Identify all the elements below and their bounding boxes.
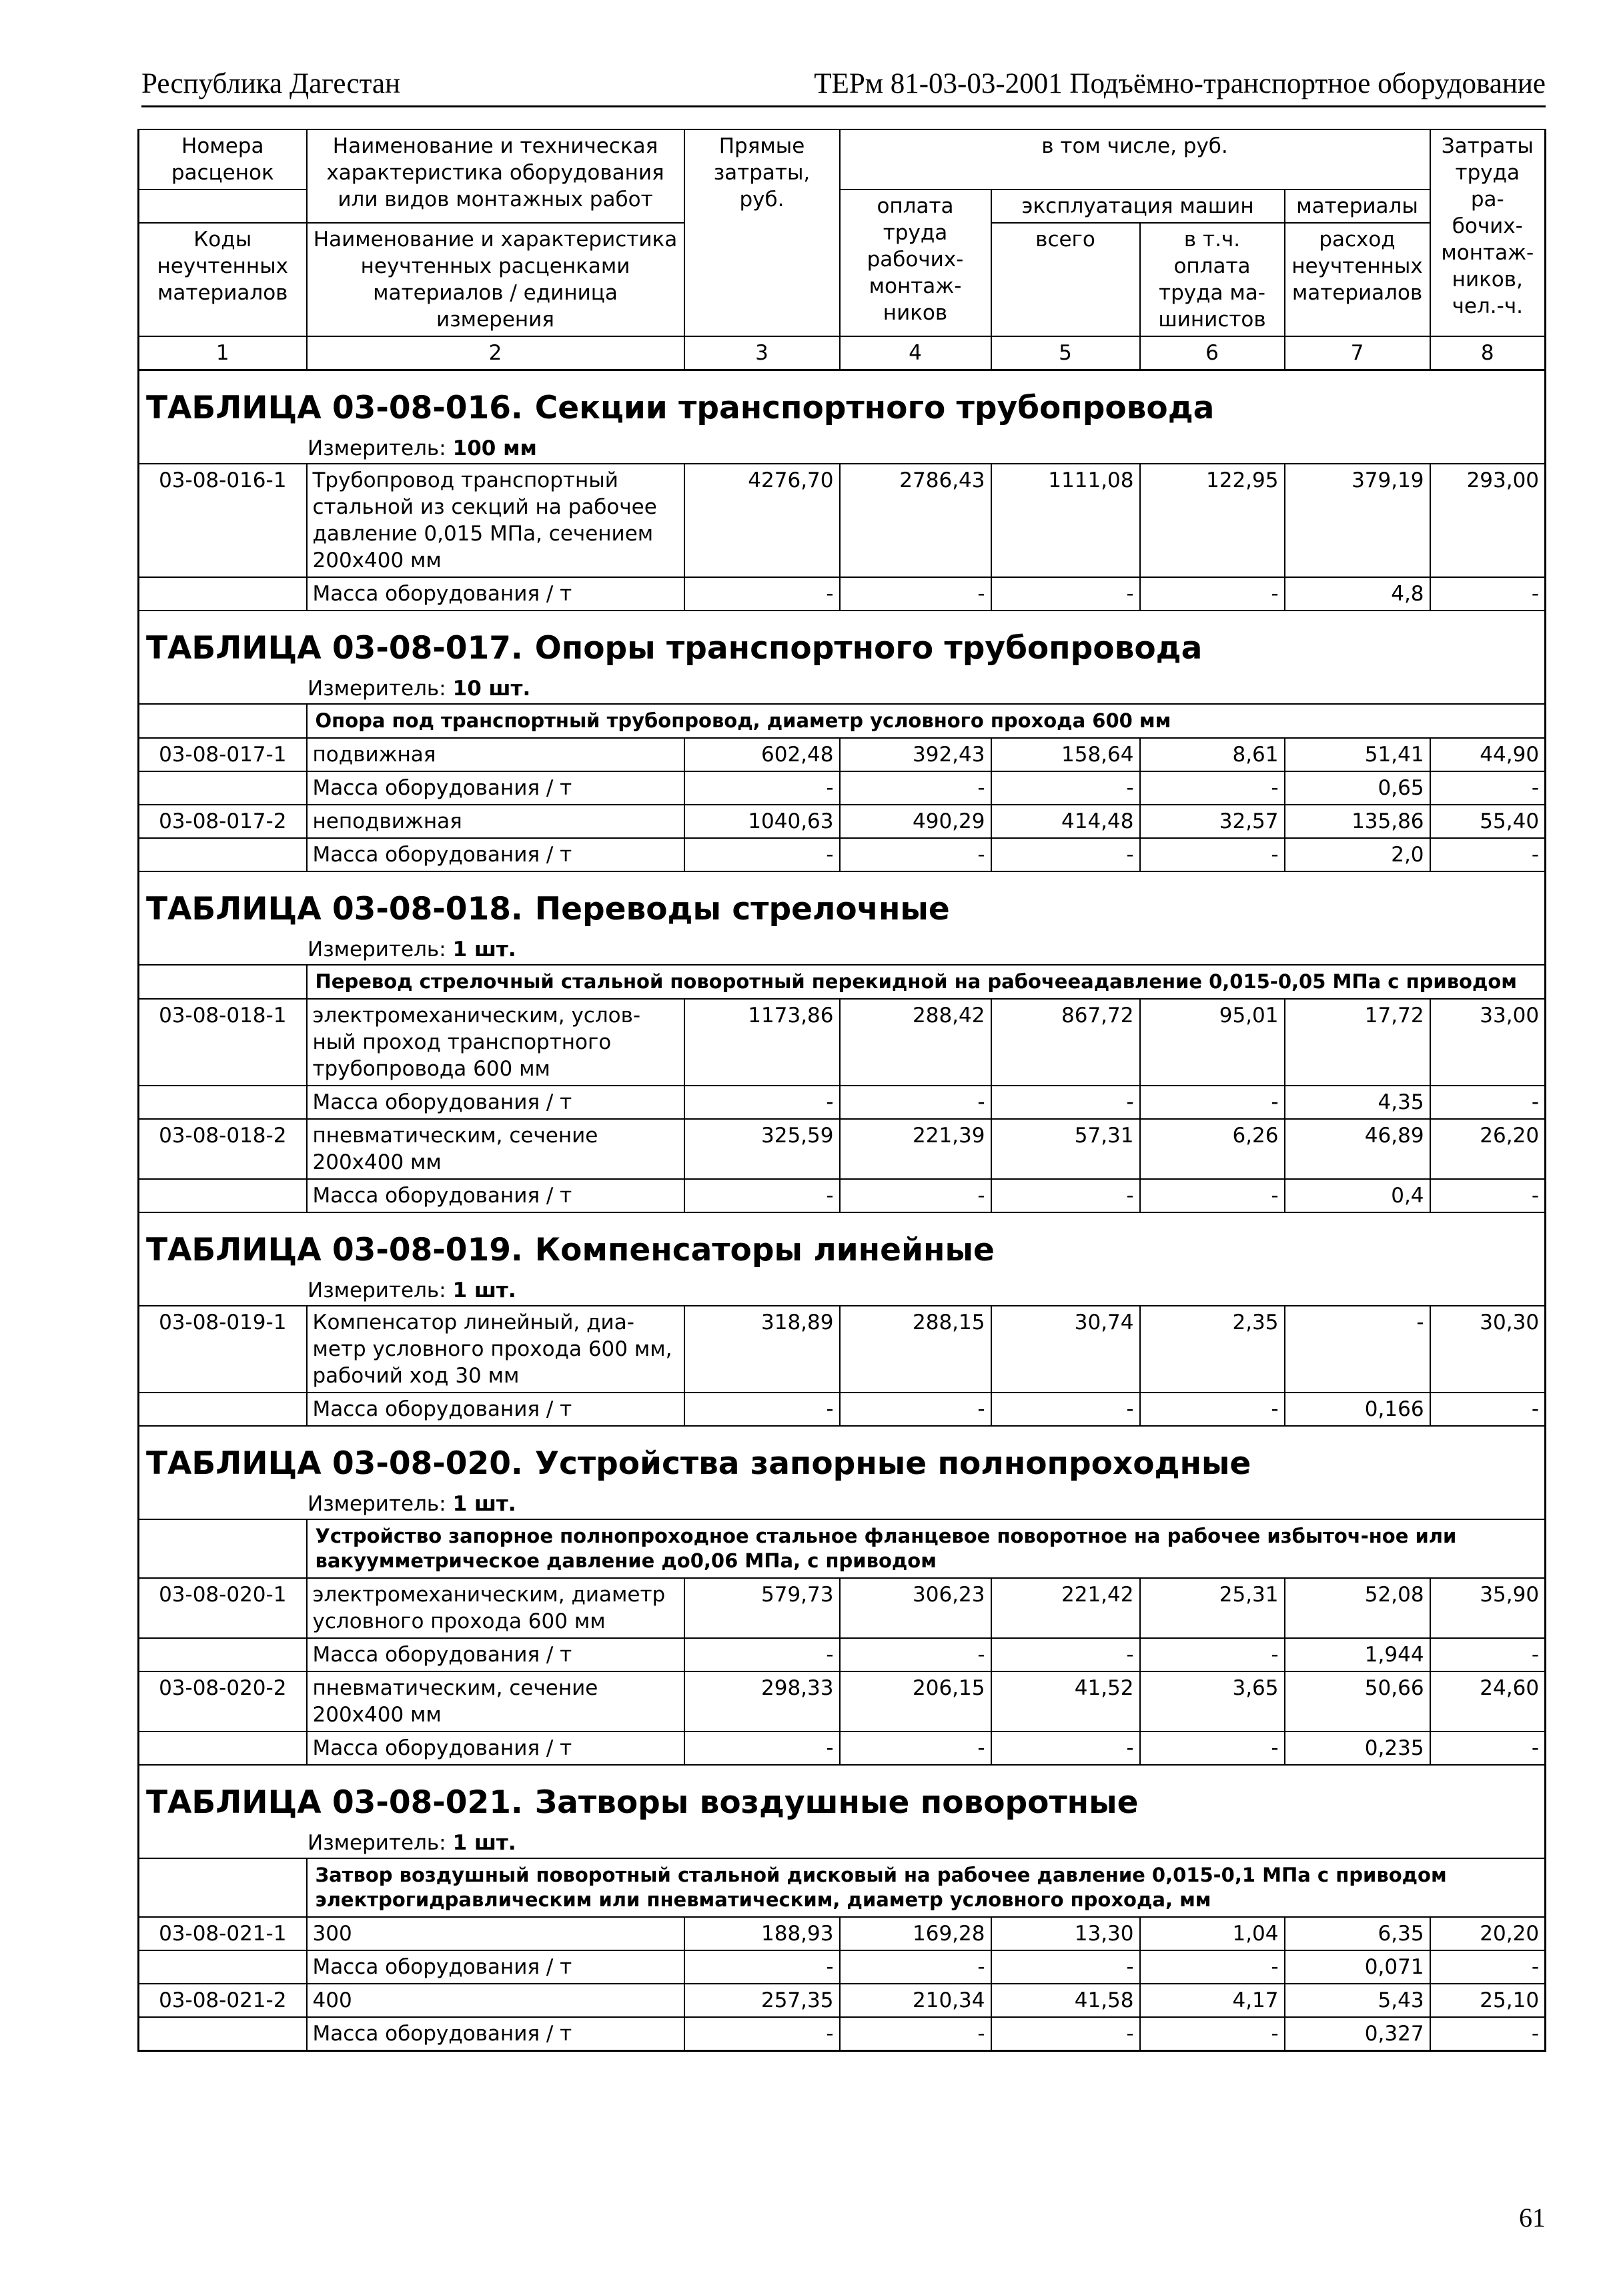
- mass-code-cell: [139, 577, 307, 611]
- table-title-cell: [139, 1212, 1546, 1276]
- rate-code: 03-08-019-1: [139, 1306, 307, 1393]
- meter-cell: [139, 434, 1546, 464]
- table-row: [139, 1119, 1546, 1179]
- mass-name: Масса оборудования / т: [307, 1732, 684, 1765]
- mass-c5: -: [991, 1086, 1140, 1119]
- column-number: 6: [1140, 336, 1285, 370]
- mass-c3: -: [684, 1086, 840, 1119]
- table-title-cell: [139, 611, 1546, 674]
- mass-name: Масса оборудования / т: [307, 1179, 684, 1212]
- value-c4: 490,29: [840, 805, 991, 838]
- mass-c3: -: [684, 771, 840, 805]
- value-c4: 288,42: [840, 999, 991, 1086]
- rates-table: [137, 129, 1546, 2052]
- rate-code: 03-08-018-2: [139, 1119, 307, 1179]
- group-heading-text: Опора под транспортный трубопровод, диаметр условного прохода 600 мм: [315, 709, 1171, 732]
- mass-c8: -: [1430, 1732, 1546, 1765]
- mass-c6: -: [1140, 838, 1285, 871]
- mass-code-cell: [139, 1950, 307, 1984]
- rate-code: 03-08-021-1: [139, 1917, 307, 1950]
- value-c5: 41,58: [991, 1984, 1140, 2017]
- mass-c8: -: [1430, 1950, 1546, 1984]
- mass-code-cell: [139, 1638, 307, 1671]
- mass-row: [139, 1393, 1546, 1426]
- mass-c8: -: [1430, 1179, 1546, 1212]
- table-title: [139, 1427, 1544, 1489]
- mass-name: Масса оборудования / т: [307, 2017, 684, 2051]
- mass-c8: -: [1430, 838, 1546, 871]
- value-c7: 51,41: [1285, 738, 1430, 771]
- rate-code: 03-08-020-2: [139, 1671, 307, 1732]
- meter-label: Измеритель:: [308, 1278, 446, 1302]
- mass-code-cell: [139, 1179, 307, 1212]
- value-c3: 4276,70: [684, 464, 840, 577]
- mass-row: [139, 771, 1546, 805]
- value-c3: 1173,86: [684, 999, 840, 1086]
- document-code: ТЕРм 81-03-03-2001 Подъёмно-транспортное оборудование: [814, 68, 1546, 99]
- value-c7: 50,66: [1285, 1671, 1430, 1732]
- table-label: ТАБЛИЦА 03-08-021.: [146, 1784, 523, 1821]
- value-c3: 579,73: [684, 1578, 840, 1638]
- value-c6: 3,65: [1140, 1671, 1285, 1732]
- value-c5: 158,64: [991, 738, 1140, 771]
- rate-code: 03-08-021-2: [139, 1984, 307, 2017]
- table-label: ТАБЛИЦА 03-08-018.: [146, 891, 523, 927]
- value-c8: 35,90: [1430, 1578, 1546, 1638]
- mass-name: Масса оборудования / т: [307, 577, 684, 611]
- mass-c6: -: [1140, 1086, 1285, 1119]
- table-title: [139, 1213, 1544, 1276]
- group-heading: [307, 1519, 1546, 1578]
- column-number: 3: [684, 336, 840, 370]
- mass-row: [139, 1179, 1546, 1212]
- value-c6: 25,31: [1140, 1578, 1285, 1638]
- mass-c5: -: [991, 577, 1140, 611]
- table-title: [139, 371, 1544, 434]
- value-c6: 2,35: [1140, 1306, 1285, 1393]
- value-c8: 33,00: [1430, 999, 1546, 1086]
- mass-row: [139, 1732, 1546, 1765]
- meter-value: 100 мм: [452, 436, 537, 460]
- col-direct-costs: Прямые затраты, руб.: [684, 129, 840, 336]
- mass-code-cell: [139, 1732, 307, 1765]
- column-number: 2: [307, 336, 684, 370]
- table-row: [139, 1578, 1546, 1638]
- mass-code-cell: [139, 2017, 307, 2051]
- group-heading-text: Затвор воздушный поворотный стальной дисковый на рабочее давление 0,015-0,1 МПа с приводом электрогидравлическим или пневматическим, диаметр условного прохода, мм: [315, 1864, 1447, 1911]
- mass-name: Масса оборудования / т: [307, 1950, 684, 1984]
- rate-code: 03-08-020-1: [139, 1578, 307, 1638]
- column-number: 1: [139, 336, 307, 370]
- mass-c3: -: [684, 2017, 840, 2051]
- col-labor-hours: Затраты труда ра-бочих-монтаж-ников, чел.-ч.: [1430, 129, 1546, 336]
- col-machines: эксплуатация машин: [991, 189, 1285, 223]
- value-c7: 46,89: [1285, 1119, 1430, 1179]
- mass-row: [139, 1086, 1546, 1119]
- value-c8: 24,60: [1430, 1671, 1546, 1732]
- value-c5: 41,52: [991, 1671, 1140, 1732]
- column-numbers-row: [139, 336, 1546, 370]
- meter-label: Измеритель:: [308, 1831, 446, 1855]
- rate-name: пневматическим, сечение 200х400 мм: [307, 1119, 684, 1179]
- value-c3: 188,93: [684, 1917, 840, 1950]
- meter-cell: [139, 935, 1546, 965]
- table-title-cell: [139, 1426, 1546, 1489]
- mass-c7: 0,65: [1285, 771, 1430, 805]
- column-number: 8: [1430, 336, 1546, 370]
- mass-c5: -: [991, 1393, 1140, 1426]
- table-name: Компенсаторы линейные: [534, 1232, 995, 1268]
- value-c4: 392,43: [840, 738, 991, 771]
- table-row: [139, 1984, 1546, 2017]
- mass-c8: -: [1430, 1086, 1546, 1119]
- value-c7: 17,72: [1285, 999, 1430, 1086]
- meter-value: 1 шт.: [452, 1492, 516, 1516]
- meter-cell: [139, 674, 1546, 704]
- rate-name: Трубопровод транспортный стальной из секций на рабочее давление 0,015 МПа, сечением 200х400 мм: [307, 464, 684, 577]
- table-name: Опоры транспортного трубопровода: [534, 630, 1203, 667]
- mass-c6: -: [1140, 1179, 1285, 1212]
- mass-row: [139, 1638, 1546, 1671]
- mass-c6: -: [1140, 577, 1285, 611]
- table-label: ТАБЛИЦА 03-08-020.: [146, 1445, 523, 1482]
- mass-c7: 1,944: [1285, 1638, 1430, 1671]
- mass-c8: -: [1430, 1393, 1546, 1426]
- mass-c3: -: [684, 1638, 840, 1671]
- table-row: [139, 1306, 1546, 1393]
- value-c4: 288,15: [840, 1306, 991, 1393]
- value-c5: 414,48: [991, 805, 1140, 838]
- mass-c5: -: [991, 1732, 1140, 1765]
- value-c3: 257,35: [684, 1984, 840, 2017]
- value-c4: 221,39: [840, 1119, 991, 1179]
- value-c3: 325,59: [684, 1119, 840, 1179]
- value-c8: 20,20: [1430, 1917, 1546, 1950]
- column-number: 4: [840, 336, 991, 370]
- mass-row: [139, 577, 1546, 611]
- table-row: [139, 738, 1546, 771]
- rate-name: неподвижная: [307, 805, 684, 838]
- column-number: 7: [1285, 336, 1430, 370]
- mass-name: Масса оборудования / т: [307, 838, 684, 871]
- table-title-cell: [139, 1765, 1546, 1828]
- col-including: в том числе, руб.: [840, 129, 1430, 189]
- mass-c6: -: [1140, 2017, 1285, 2051]
- mass-c5: -: [991, 2017, 1140, 2051]
- column-number: 5: [991, 336, 1140, 370]
- rate-name: подвижная: [307, 738, 684, 771]
- mass-c4: -: [840, 1393, 991, 1426]
- rate-code: 03-08-016-1: [139, 464, 307, 577]
- mass-c3: -: [684, 1950, 840, 1984]
- mass-c7: 0,166: [1285, 1393, 1430, 1426]
- mass-c8: -: [1430, 1638, 1546, 1671]
- value-c8: 25,10: [1430, 1984, 1546, 2017]
- value-c6: 1,04: [1140, 1917, 1285, 1950]
- col-name-missing: Наименование и характеристика неучтенных расценками материалов / единица измерения: [307, 223, 684, 336]
- mass-name: Масса оборудования / т: [307, 1086, 684, 1119]
- mass-c5: -: [991, 771, 1140, 805]
- rate-name: электромеханическим, диаметр условного прохода 600 мм: [307, 1578, 684, 1638]
- mass-c8: -: [1430, 771, 1546, 805]
- value-c7: 135,86: [1285, 805, 1430, 838]
- value-c3: 318,89: [684, 1306, 840, 1393]
- value-c7: 6,35: [1285, 1917, 1430, 1950]
- mass-c4: -: [840, 1950, 991, 1984]
- table-name: Секции транспортного трубопровода: [534, 390, 1215, 426]
- mass-c6: -: [1140, 771, 1285, 805]
- group-heading-text: Перевод стрелочный стальной поворотный перекидной на рабочееадавление 0,015-0,05 МПа с приводом: [315, 970, 1518, 993]
- rate-name: 400: [307, 1984, 684, 2017]
- col-machines-total: всего: [991, 223, 1140, 336]
- value-c6: 6,26: [1140, 1119, 1285, 1179]
- mass-c7: 0,4: [1285, 1179, 1430, 1212]
- group-heading: [307, 1858, 1546, 1917]
- group-heading: [307, 704, 1546, 738]
- mass-c3: -: [684, 1732, 840, 1765]
- group-code-cell: [139, 1519, 307, 1578]
- meter-label: Измеритель:: [308, 937, 446, 962]
- table-title: [139, 1766, 1544, 1828]
- rate-name: электромеханическим, услов-ный проход транспортного трубопровода 600 мм: [307, 999, 684, 1086]
- mass-name: Масса оборудования / т: [307, 771, 684, 805]
- table-label: ТАБЛИЦА 03-08-019.: [146, 1232, 523, 1268]
- value-c4: 306,23: [840, 1578, 991, 1638]
- table-title: [139, 872, 1544, 935]
- rate-name: Компенсатор линейный, диа-метр условного прохода 600 мм, рабочий ход 30 мм: [307, 1306, 684, 1393]
- meter-label: Измеритель:: [308, 677, 446, 701]
- value-c6: 122,95: [1140, 464, 1285, 577]
- mass-c7: 0,327: [1285, 2017, 1430, 2051]
- value-c8: 26,20: [1430, 1119, 1546, 1179]
- table-name: Переводы стрелочные: [534, 891, 950, 927]
- value-c5: 867,72: [991, 999, 1140, 1086]
- col-machines-labor: в т.ч. оплата труда ма-шинистов: [1140, 223, 1285, 336]
- mass-c3: -: [684, 1179, 840, 1212]
- group-code-cell: [139, 965, 307, 999]
- value-c5: 1111,08: [991, 464, 1140, 577]
- value-c8: 293,00: [1430, 464, 1546, 577]
- value-c5: 30,74: [991, 1306, 1140, 1393]
- meter-value: 10 шт.: [452, 677, 531, 701]
- col-materials: материалы: [1285, 189, 1430, 223]
- table-name: Устройства запорные полнопроходные: [534, 1445, 1251, 1482]
- value-c8: 44,90: [1430, 738, 1546, 771]
- group-heading-text: Устройство запорное полнопроходное стальное фланцевое поворотное на рабочее избыточ-ное или вакуумметрическое давление до0,06 МПа, с приводом: [315, 1525, 1457, 1572]
- value-c4: 206,15: [840, 1671, 991, 1732]
- table-row: [139, 999, 1546, 1086]
- mass-c6: -: [1140, 1393, 1285, 1426]
- page-number: 61: [1519, 2203, 1546, 2233]
- mass-c4: -: [840, 771, 991, 805]
- group-heading: [307, 965, 1546, 999]
- mass-code-cell: [139, 1393, 307, 1426]
- table-row: [139, 805, 1546, 838]
- value-c5: 221,42: [991, 1578, 1140, 1638]
- group-code-cell: [139, 1858, 307, 1917]
- value-c7: -: [1285, 1306, 1430, 1393]
- table-row: [139, 1917, 1546, 1950]
- rate-name: пневматическим, сечение 200х400 мм: [307, 1671, 684, 1732]
- table-name: Затворы воздушные поворотные: [534, 1784, 1139, 1821]
- rate-code: 03-08-017-1: [139, 738, 307, 771]
- value-c6: 8,61: [1140, 738, 1285, 771]
- meter-cell: [139, 1276, 1546, 1306]
- meter-label: Измеритель:: [308, 1492, 446, 1516]
- meter-label: Измеритель:: [308, 436, 446, 460]
- col-rate-numbers: Номера расценок: [139, 129, 307, 189]
- table-row: [139, 464, 1546, 577]
- table-label: ТАБЛИЦА 03-08-016.: [146, 390, 523, 426]
- value-c7: 379,19: [1285, 464, 1430, 577]
- mass-c5: -: [991, 838, 1140, 871]
- mass-row: [139, 1950, 1546, 1984]
- col-name-main: Наименование и техническая характеристика оборудования или видов монтажных работ: [307, 129, 684, 223]
- rates-body: [139, 370, 1546, 2051]
- mass-c5: -: [991, 1179, 1140, 1212]
- mass-name: Масса оборудования / т: [307, 1393, 684, 1426]
- table-title-cell: [139, 370, 1546, 434]
- value-c8: 30,30: [1430, 1306, 1546, 1393]
- rate-name: 300: [307, 1917, 684, 1950]
- col-materials-missing: расход неучтенных материалов: [1285, 223, 1430, 336]
- rate-code: 03-08-018-1: [139, 999, 307, 1086]
- region-name: Республика Дагестан: [141, 68, 401, 99]
- mass-c4: -: [840, 2017, 991, 2051]
- value-c8: 55,40: [1430, 805, 1546, 838]
- mass-c8: -: [1430, 2017, 1546, 2051]
- value-c6: 4,17: [1140, 1984, 1285, 2017]
- value-c3: 602,48: [684, 738, 840, 771]
- value-c5: 13,30: [991, 1917, 1140, 1950]
- mass-row: [139, 838, 1546, 871]
- mass-c7: 2,0: [1285, 838, 1430, 871]
- mass-c7: 4,8: [1285, 577, 1430, 611]
- mass-c4: -: [840, 1179, 991, 1212]
- mass-c6: -: [1140, 1638, 1285, 1671]
- value-c3: 298,33: [684, 1671, 840, 1732]
- meter-value: 1 шт.: [452, 1278, 516, 1302]
- mass-c6: -: [1140, 1732, 1285, 1765]
- mass-c7: 4,35: [1285, 1086, 1430, 1119]
- group-code-cell: [139, 704, 307, 738]
- mass-c3: -: [684, 1393, 840, 1426]
- mass-c4: -: [840, 577, 991, 611]
- value-c4: 169,28: [840, 1917, 991, 1950]
- col-labor-pay: оплата труда рабочих-монтаж-ников: [840, 189, 991, 336]
- mass-c7: 0,235: [1285, 1732, 1430, 1765]
- value-c5: 57,31: [991, 1119, 1140, 1179]
- mass-c4: -: [840, 838, 991, 871]
- running-header: [141, 64, 1546, 107]
- meter-value: 1 шт.: [452, 937, 516, 962]
- value-c4: 210,34: [840, 1984, 991, 2017]
- mass-c5: -: [991, 1638, 1140, 1671]
- table-label: ТАБЛИЦА 03-08-017.: [146, 630, 523, 667]
- mass-name: Масса оборудования / т: [307, 1638, 684, 1671]
- mass-c8: -: [1430, 577, 1546, 611]
- value-c6: 95,01: [1140, 999, 1285, 1086]
- meter-cell: [139, 1489, 1546, 1519]
- table-title: [139, 611, 1544, 674]
- meter-cell: [139, 1828, 1546, 1858]
- value-c7: 5,43: [1285, 1984, 1430, 2017]
- value-c7: 52,08: [1285, 1578, 1430, 1638]
- mass-c3: -: [684, 577, 840, 611]
- mass-c4: -: [840, 1732, 991, 1765]
- meter-value: 1 шт.: [452, 1831, 516, 1855]
- mass-c3: -: [684, 838, 840, 871]
- mass-row: [139, 2017, 1546, 2051]
- value-c3: 1040,63: [684, 805, 840, 838]
- mass-c4: -: [840, 1638, 991, 1671]
- mass-c4: -: [840, 1086, 991, 1119]
- mass-code-cell: [139, 1086, 307, 1119]
- rate-code: 03-08-017-2: [139, 805, 307, 838]
- table-row: [139, 1671, 1546, 1732]
- col-missing-codes: Коды неучтенных материалов: [139, 223, 307, 336]
- table-title-cell: [139, 871, 1546, 935]
- mass-c5: -: [991, 1950, 1140, 1984]
- mass-c6: -: [1140, 1950, 1285, 1984]
- value-c4: 2786,43: [840, 464, 991, 577]
- mass-code-cell: [139, 771, 307, 805]
- value-c6: 32,57: [1140, 805, 1285, 838]
- mass-code-cell: [139, 838, 307, 871]
- mass-c7: 0,071: [1285, 1950, 1430, 1984]
